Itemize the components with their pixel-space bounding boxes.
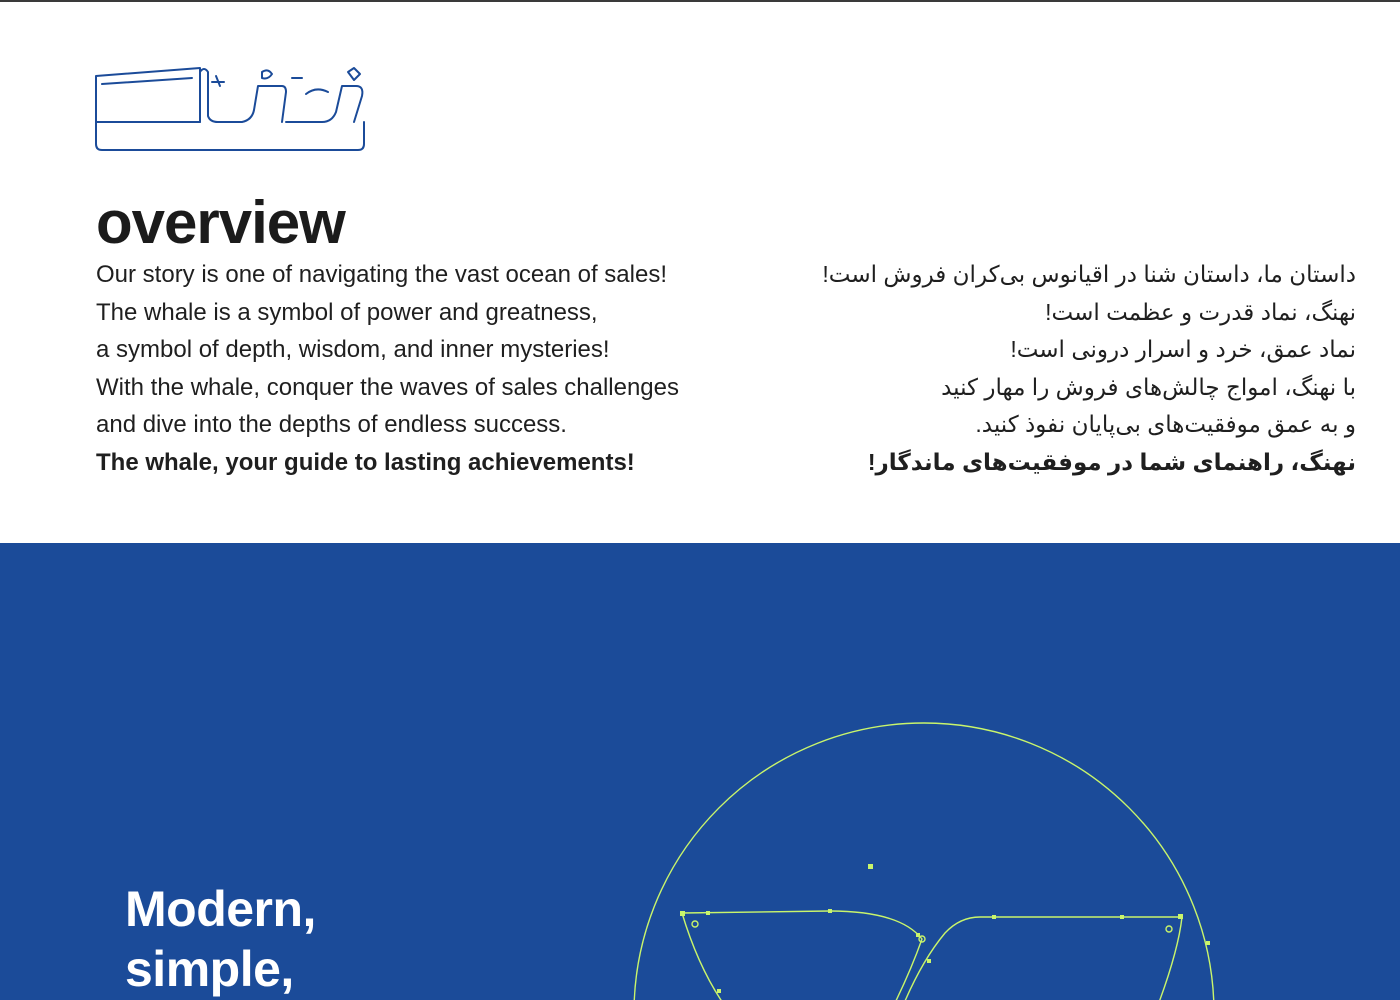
tagline: [125, 879, 316, 999]
blue-feature-section: [0, 543, 1400, 1000]
persian-line: نهنگ، نماد قدرت و عظمت است!: [1045, 298, 1356, 325]
english-line: The whale is a symbol of power and greatness,: [96, 298, 598, 326]
persian-line: نماد عمق، خرد و اسرار درونی است!: [1010, 336, 1356, 363]
persian-line: و به عمق موفقیت‌های بی‌پایان نفوذ کنید.: [975, 411, 1356, 438]
top-divider: [0, 0, 1400, 2]
tagline-line: simple,: [125, 941, 294, 997]
overview-persian-text: [796, 256, 1356, 482]
persian-closing-line: نهنگ، راهنمای شما در موفقیت‌های ماندگار!: [867, 448, 1356, 475]
tagline-line: Modern,: [125, 881, 316, 937]
english-closing-line: The whale, your guide to lasting achievements!: [96, 448, 635, 476]
overview-heading: overview: [96, 189, 345, 256]
persian-line: داستان ما، داستان شنا در اقیانوس بی‌کران فروش است!: [822, 261, 1356, 287]
persian-line: با نهنگ، امواج چالش‌های فروش را مهار کنید: [941, 373, 1356, 400]
english-line: With the whale, conquer the waves of sales challenges: [96, 373, 679, 401]
logo-construction-grid-icon: [600, 693, 1260, 1000]
english-line: and dive into the depths of endless success.: [96, 411, 567, 439]
english-line: Our story is one of navigating the vast ocean of sales!: [96, 261, 667, 288]
brand-logo: [92, 64, 368, 156]
overview-english-text: [96, 256, 756, 482]
english-line: a symbol of depth, wisdom, and inner mysteries!: [96, 336, 610, 364]
